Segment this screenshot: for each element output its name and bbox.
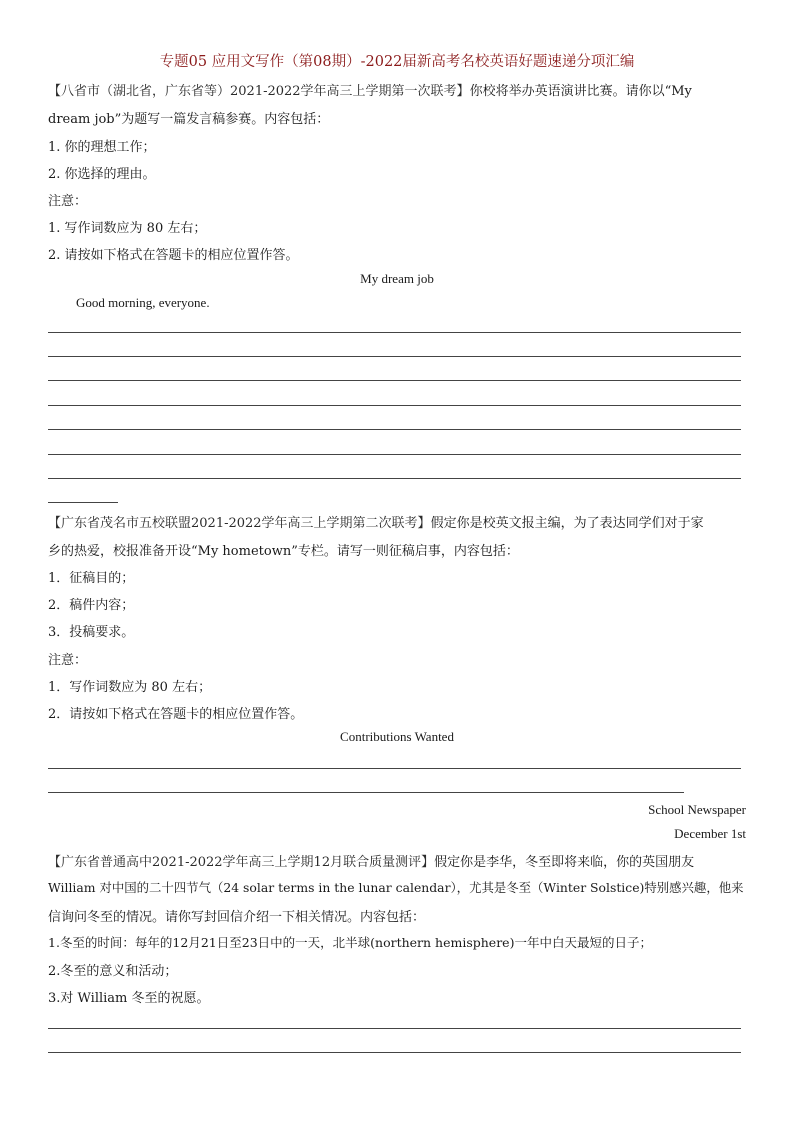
section3-prompt-a: 假定你是李华，冬至即将来临，你的英国朋友 xyxy=(434,855,695,870)
section3-item1: 1.冬至的时间：每年的12月21日至23日中的一天，北半球(northern hemisphere)一年中白天最短的日子； xyxy=(48,935,652,950)
section2-prompt-a: 假定你是校英文报主编，为了表达同学们对于家 xyxy=(430,516,704,531)
short-line xyxy=(48,502,118,503)
section1-prompt-b: dream job”为题写一篇发言稿参赛。内容包括： xyxy=(48,112,330,127)
section2-sign-date: December 1st xyxy=(674,826,746,841)
answer-line xyxy=(48,429,741,430)
section2-line1 xyxy=(48,512,704,531)
answer-line xyxy=(48,405,741,406)
section2-note2: 2．请按如下格式在答题卡的相应位置作答。 xyxy=(48,707,304,722)
answer-line xyxy=(48,1052,741,1053)
section1-item1: 1. 你的理想工作； xyxy=(48,140,156,155)
section1-item2: 2. 你选择的理由。 xyxy=(48,167,156,182)
section1-prompt-a: 你校将举办英语演讲比赛。请你以“My xyxy=(469,84,692,99)
section2-item1: 1．征稿目的； xyxy=(48,571,135,586)
answer-line xyxy=(48,332,741,333)
section2-note1: 1．写作词数应为 80 左右； xyxy=(48,680,212,695)
section2-prompt-b: 乡的热爱，校报准备开设“My hometown”专栏。请写一则征稿启事，内容包括： xyxy=(48,544,519,559)
answer-line xyxy=(48,356,741,357)
section1-heading: My dream job xyxy=(360,271,434,286)
section2-note: 注意： xyxy=(48,653,88,668)
section1-note2: 2. 请按如下格式在答题卡的相应位置作答。 xyxy=(48,248,299,263)
section3-prompt-c: 信询问冬至的情况。请你写封回信介绍一下相关情况。内容包括： xyxy=(48,910,426,925)
section1-line1 xyxy=(48,80,692,99)
section3-source: 【广东省普通高中2021-2022学年高三上学期12月联合质量测评】 xyxy=(48,855,435,870)
section2-source: 【广东省茂名市五校联盟2021-2022学年高三上学期第二次联考】 xyxy=(48,516,431,531)
answer-line xyxy=(48,768,741,769)
section3-line1 xyxy=(48,851,694,870)
section1-note: 注意： xyxy=(48,194,88,209)
section2-sign-newspaper: School Newspaper xyxy=(648,802,746,817)
section3-item3: 3.对 William 冬至的祝愿。 xyxy=(48,991,210,1006)
answer-line xyxy=(48,380,741,381)
section3-prompt-b: William 对中国的二十四节气（24 solar terms in the lunar calendar），尤其是冬至（Winter Solstice)特别感兴趣，他来 xyxy=(48,880,744,895)
answer-line xyxy=(48,792,684,793)
page-title: 专题05 应用文写作（第08期）-2022届新高考名校英语好题速递分项汇编 xyxy=(159,54,635,70)
section2-item3: 3．投稿要求。 xyxy=(48,625,135,640)
section2-item2: 2．稿件内容； xyxy=(48,598,135,613)
answer-line xyxy=(48,478,741,479)
section3-item2: 2.冬至的意义和活动； xyxy=(48,964,178,979)
section2-heading: Contributions Wanted xyxy=(340,729,454,744)
section1-note1: 1. 写作词数应为 80 左右； xyxy=(48,221,207,236)
answer-line xyxy=(48,1028,741,1029)
section1-source: 【八省市（湖北省，广东省等）2021-2022学年高三上学期第一次联考】 xyxy=(48,84,470,99)
answer-line xyxy=(48,454,741,455)
section1-greeting: Good morning, everyone. xyxy=(76,295,210,310)
